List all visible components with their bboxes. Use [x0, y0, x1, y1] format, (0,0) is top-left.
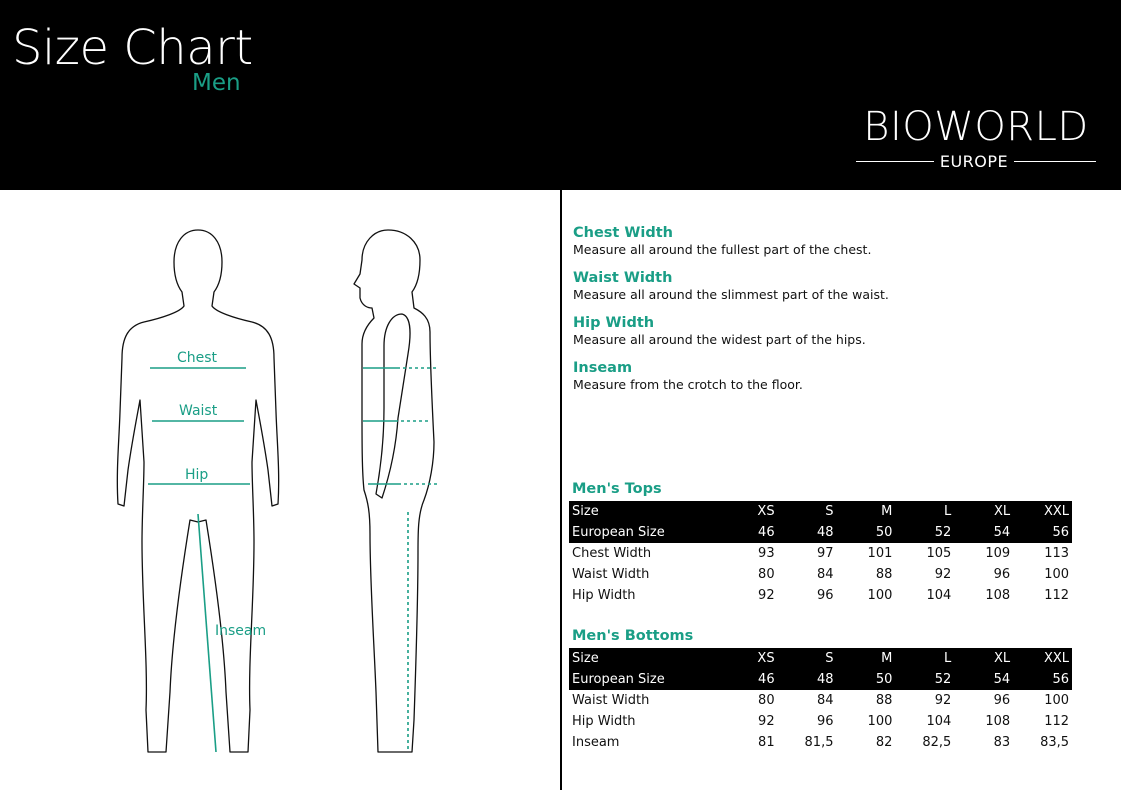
table-cell: 100 [1044, 693, 1070, 708]
table-cell: 80 [758, 693, 775, 708]
table-cell: S [825, 504, 834, 519]
page-title: Size Chart [12, 20, 253, 76]
table-row [569, 732, 1072, 753]
table-cell: 56 [1052, 525, 1070, 540]
definition-title: Waist Width [573, 270, 673, 286]
table-cell: 100 [867, 714, 893, 729]
table-row [569, 543, 1072, 564]
row-label: Size [572, 651, 599, 666]
table-cell: 83 [993, 735, 1011, 750]
table-cell: 81 [758, 735, 775, 750]
row-label: European Size [572, 672, 665, 687]
table-row [569, 690, 1072, 711]
page-subtitle: Men [192, 70, 241, 96]
tops-size-table [569, 480, 1072, 606]
table-row [569, 522, 1072, 543]
hip-label: Hip [185, 467, 209, 483]
table-cell: 82 [875, 735, 893, 750]
table-cell: 112 [1044, 588, 1070, 603]
row-label: Size [572, 504, 599, 519]
waist-label: Waist [179, 403, 218, 419]
bottoms-size-table [569, 627, 1072, 753]
logo-line-left [856, 161, 934, 162]
inseam-measure-line [198, 514, 216, 752]
row-label: European Size [572, 525, 665, 540]
logo-line-right [1014, 161, 1096, 162]
brand-logo [852, 104, 1100, 174]
logo-subtext: EUROPE [939, 152, 1009, 171]
row-label: Waist Width [572, 567, 650, 582]
table-cell: 88 [875, 693, 893, 708]
table-cell: M [881, 504, 893, 519]
side-figure-arm [376, 314, 410, 498]
table-row [569, 564, 1072, 585]
table-cell: XS [757, 651, 775, 666]
table-cell: 48 [816, 672, 834, 687]
definition-title: Inseam [573, 360, 633, 376]
table-cell: 100 [1044, 567, 1070, 582]
table-cell: 46 [758, 672, 775, 687]
table-cell: XL [994, 504, 1011, 519]
table-cell: 50 [875, 672, 893, 687]
definition-hip-width [573, 314, 1093, 348]
table-row [569, 501, 1072, 522]
chest-label: Chest [177, 350, 218, 366]
row-label: Waist Width [572, 693, 650, 708]
table-row [569, 585, 1072, 606]
table-cell: 97 [816, 546, 834, 561]
body-outline-illustration [100, 222, 460, 762]
tops-table-title: Men's Tops [572, 481, 662, 497]
side-figure-outline [354, 230, 434, 752]
table-cell: L [944, 504, 952, 519]
table-row [569, 648, 1072, 669]
definition-waist-width [573, 269, 1093, 303]
inseam-label: Inseam [215, 623, 267, 639]
table-cell: 108 [985, 588, 1011, 603]
table-cell: 113 [1044, 546, 1070, 561]
definition-text: Measure all around the widest part of the hips. [573, 332, 866, 347]
table-cell: 83,5 [1040, 735, 1070, 750]
table-cell: 88 [875, 567, 893, 582]
table-cell: 84 [816, 693, 834, 708]
table-cell: XL [994, 651, 1011, 666]
table-cell: 96 [816, 588, 834, 603]
table-cell: XXL [1043, 504, 1070, 519]
bottoms-table-title: Men's Bottoms [572, 628, 694, 644]
table-cell: 108 [985, 714, 1011, 729]
table-cell: 109 [985, 546, 1011, 561]
row-label: Chest Width [572, 546, 652, 561]
table-cell: XXL [1043, 651, 1070, 666]
row-label: Hip Width [572, 714, 636, 729]
definition-title: Hip Width [573, 315, 655, 331]
table-cell: 80 [758, 567, 775, 582]
table-cell: 101 [867, 546, 893, 561]
definition-title: Chest Width [573, 225, 674, 241]
table-cell: 92 [758, 714, 775, 729]
table-cell: 112 [1044, 714, 1070, 729]
definition-text: Measure from the crotch to the floor. [573, 377, 803, 392]
table-cell: 105 [926, 546, 952, 561]
table-cell: 96 [816, 714, 834, 729]
vertical-divider [560, 190, 562, 790]
table-cell: L [944, 651, 952, 666]
table-cell: 46 [758, 525, 775, 540]
table-row [569, 669, 1072, 690]
table-cell: 100 [867, 588, 893, 603]
row-label: Inseam [572, 735, 620, 750]
table-cell: 48 [816, 525, 834, 540]
table-cell: 56 [1052, 672, 1070, 687]
definition-text: Measure all around the fullest part of the chest. [573, 242, 872, 257]
table-cell: 92 [934, 693, 952, 708]
row-label: Hip Width [572, 588, 636, 603]
table-cell: 52 [934, 525, 952, 540]
table-cell: 81,5 [804, 735, 834, 750]
definition-inseam [573, 359, 1093, 393]
table-cell: 104 [926, 588, 952, 603]
header-banner [0, 0, 1121, 190]
table-cell: 50 [875, 525, 893, 540]
logo-wordmark: BIOWORLD [863, 104, 1089, 150]
table-cell: 93 [758, 546, 775, 561]
definition-chest-width [573, 224, 1093, 258]
table-cell: 92 [758, 588, 775, 603]
front-figure-outline [117, 230, 278, 752]
table-cell: 82,5 [922, 735, 952, 750]
table-cell: 52 [934, 672, 952, 687]
measurement-definitions [573, 224, 1093, 404]
table-cell: 96 [993, 693, 1011, 708]
table-cell: 104 [926, 714, 952, 729]
table-cell: 92 [934, 567, 952, 582]
table-cell: 96 [993, 567, 1011, 582]
table-cell: 84 [816, 567, 834, 582]
table-cell: 54 [993, 525, 1011, 540]
table-cell: M [881, 651, 893, 666]
body-figures [100, 222, 460, 762]
table-row [569, 711, 1072, 732]
table-cell: S [825, 651, 834, 666]
table-cell: 54 [993, 672, 1011, 687]
table-cell: XS [757, 504, 775, 519]
definition-text: Measure all around the slimmest part of the waist. [573, 287, 889, 302]
